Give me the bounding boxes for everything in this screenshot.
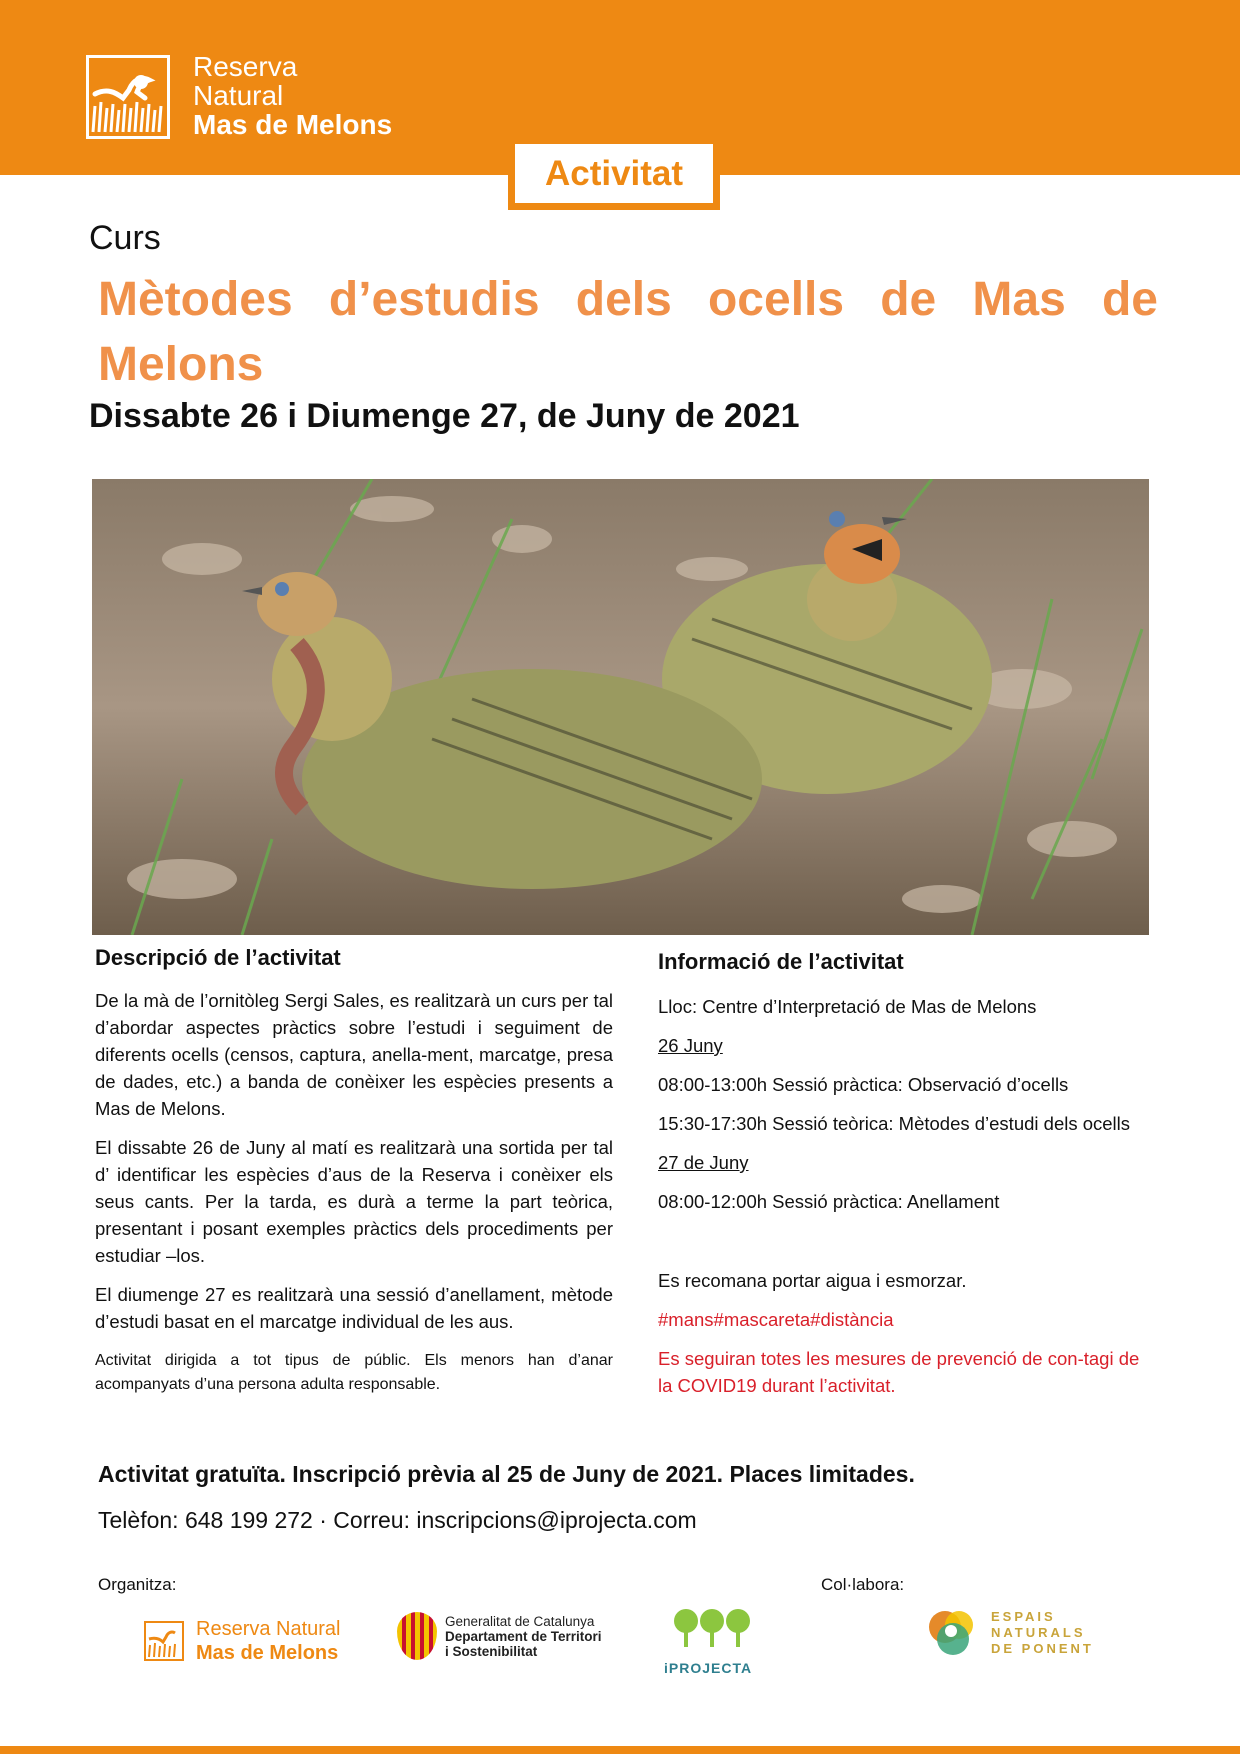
info-place: Lloc: Centre d’Interpretació de Mas de Melons — [658, 996, 1037, 1017]
contact-line: Telèfon: 648 199 272 · Correu: inscripcions@iprojecta.com — [98, 1507, 697, 1533]
event-title: Mètodes d’estudis dels ocells de Mas de Melons — [98, 273, 1158, 391]
iprojecta-name: iPROJECTA — [664, 1660, 753, 1676]
espais-naturals-logo — [925, 1605, 1094, 1661]
logo-line1: Reserva — [193, 51, 298, 82]
rnmm-line1: Reserva Natural — [196, 1618, 341, 1640]
footer-rule — [0, 1746, 1240, 1754]
espais-line2: NATURALS — [991, 1625, 1086, 1640]
header-logo-text — [193, 52, 392, 139]
info-day2: 27 de Juny — [658, 1152, 749, 1173]
description-heading: Descripció de l’activitat — [95, 945, 341, 970]
collaborator-label: Col·labora: — [821, 1575, 905, 1594]
audience-note: Activitat dirigida a tot tipus de públic. Els menors han d’anar acompanyats d’una persona adulta responsable. — [95, 1352, 613, 1393]
generalitat-logo — [397, 1612, 602, 1660]
description-paragraph: El dissabte 26 de Juny al matí es realitzarà una sortida per tal d’ identificar les espècies d’aus de la Reserva i conèixer els seus cants. Per la tarda, es durà a terme la part teòrica, presentant i posant exemples pràctics dels procediments per estudiar –los. — [95, 1137, 613, 1266]
logo-line2: Natural — [193, 80, 284, 111]
rnmm-line2: Mas de Melons — [196, 1642, 339, 1664]
rnmm-logo — [144, 1617, 341, 1665]
activity-tag: Activitat — [508, 137, 720, 210]
bird-icon — [144, 1621, 184, 1661]
info-day1: 26 Juny — [658, 1035, 723, 1056]
info-session: 08:00-13:00h Sessió pràctica: Observació d’ocells — [658, 1074, 1069, 1095]
info-hashtags: #mans#mascareta#distància — [658, 1309, 894, 1330]
event-date: Dissabte 26 i Diumenge 27, de Juny de 2021 — [89, 397, 800, 435]
description-paragraph: El diumenge 27 es realitzarà una sessió d’anellament, mètode d’estudi basat en el marcatge individual de les aus. — [95, 1284, 613, 1332]
gen-line1: Generalitat de Catalunya — [445, 1613, 595, 1629]
espais-line3: DE PONENT — [991, 1641, 1094, 1656]
logo-line3: Mas de Melons — [193, 109, 393, 140]
description-paragraph: De la mà de l’ornitòleg Sergi Sales, es realitzarà un curs per tal d’abordar aspectes pràctics sobre l’estudi i seguiment de diferents ocells (censos, captura, anella-ment, marcatge, presa de dades, etc.) a banda de conèixer les espècies presents a Mas de Melons. — [95, 990, 613, 1119]
info-section — [658, 948, 1146, 1411]
info-session: 15:30-17:30h Sessió teòrica: Mètodes d’estudi dels ocells — [658, 1113, 1131, 1134]
senyera-icon — [397, 1612, 437, 1660]
bird-photo — [92, 479, 1149, 935]
leaf-icon — [925, 1605, 981, 1661]
gen-line3: i Sostenibilitat — [445, 1643, 538, 1659]
info-advice: Es recomana portar aigua i esmorzar. — [658, 1270, 967, 1291]
iprojecta-logo — [664, 1605, 774, 1676]
info-heading: Informació de l’activitat — [658, 949, 904, 974]
espais-line1: ESPAIS — [991, 1609, 1056, 1624]
registration-line: Activitat gratuïta. Inscripció prèvia al 25 de Juny de 2021. Places limitades. — [98, 1461, 915, 1487]
trees-icon — [664, 1605, 774, 1655]
bird-icon — [86, 55, 170, 139]
info-covid-notice: Es seguiran totes les mesures de prevenció de con-tagi de la COVID19 durant l’activitat. — [658, 1348, 1140, 1396]
info-session: 08:00-12:00h Sessió pràctica: Anellament — [658, 1191, 1000, 1212]
gen-line2: Departament de Territori — [445, 1628, 602, 1644]
description-section — [95, 944, 613, 1409]
event-kicker: Curs — [89, 219, 161, 257]
organizer-label: Organitza: — [98, 1575, 177, 1594]
